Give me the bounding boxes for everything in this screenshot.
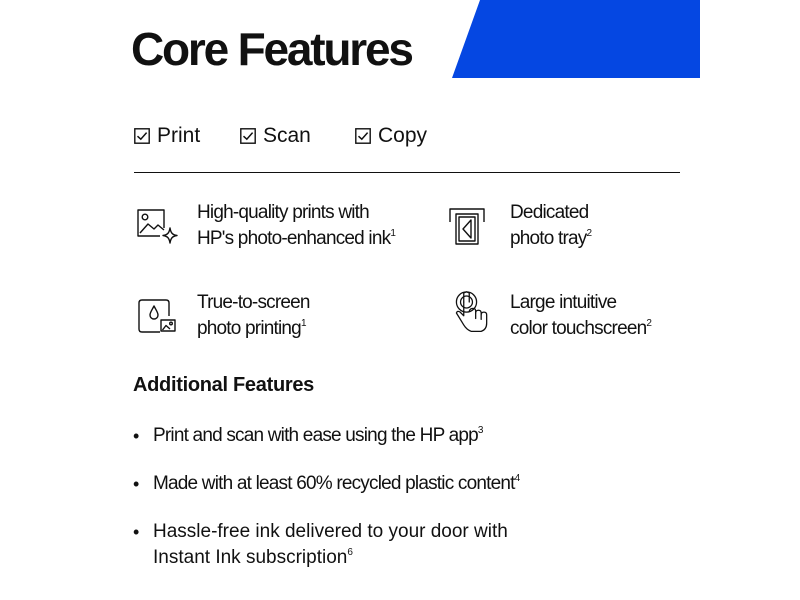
function-print (134, 122, 200, 150)
feature-line: HP's photo-enhanced ink (197, 228, 391, 249)
function-scan (240, 122, 311, 150)
checkbox-checked-icon (355, 128, 371, 144)
checkbox-checked-icon (240, 128, 256, 144)
footnote-ref: 4 (514, 473, 521, 484)
feature-line: Large intuitive (510, 292, 617, 313)
footnote-ref: 3 (477, 425, 484, 436)
feature-line: photo printing (197, 318, 301, 339)
ink-drop-photo-icon (134, 294, 178, 338)
feature-line: High-quality prints with (197, 202, 369, 223)
footnote-ref: 1 (300, 318, 307, 329)
function-label: Scan (263, 124, 311, 147)
feature-line: Dedicated (510, 202, 589, 223)
footnote-ref: 1 (390, 228, 396, 239)
function-label: Copy (378, 124, 428, 147)
bullet-icon: • (133, 474, 139, 494)
touch-finger-icon (450, 291, 494, 335)
footnote-ref: 2 (646, 318, 652, 329)
list-item (133, 423, 483, 449)
feature-line: color touchscreen (510, 318, 647, 339)
list-item (133, 519, 508, 571)
function-copy (355, 122, 427, 150)
function-label: Print (157, 124, 201, 147)
checkbox-checked-icon (134, 128, 150, 144)
photo-sparkle-icon (134, 204, 178, 248)
bullet-text: Made with at least 60% recycled plastic content (153, 473, 515, 494)
bullet-text: Instant Ink subscription (153, 547, 348, 568)
page-title: Core Features (131, 23, 412, 75)
blue-banner (452, 0, 700, 78)
bullet-icon: • (133, 426, 139, 446)
list-item (133, 471, 520, 497)
feature-line: True-to-screen (197, 292, 310, 313)
bullet-icon: • (133, 522, 140, 542)
bullet-text: Print and scan with ease using the HP app (153, 425, 478, 446)
feature-line: photo tray (510, 228, 587, 249)
feature-photo-quality (197, 200, 396, 252)
feature-photo-tray (510, 200, 592, 252)
divider (134, 172, 680, 173)
bullet-text: Hassle-free ink delivered to your door with (153, 521, 508, 542)
feature-true-to-screen (197, 290, 310, 342)
footnote-ref: 2 (586, 228, 593, 239)
additional-features-title: Additional Features (133, 374, 314, 396)
photo-tray-icon (444, 204, 488, 248)
footnote-ref: 6 (347, 547, 353, 558)
feature-touchscreen (510, 290, 652, 342)
